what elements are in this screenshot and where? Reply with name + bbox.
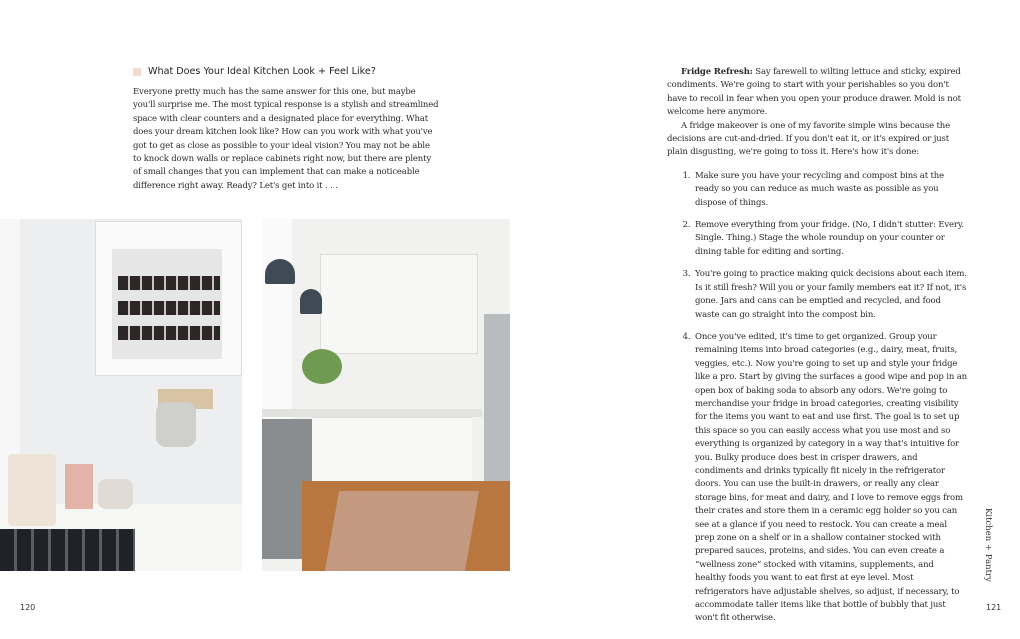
intro-paragraph: Everyone pretty much has the same answer for this one, but maybe you'll surprise me. The most typical response is a stylish and streamlined space with clear counters and a designated place for everything. What does your dream kitchen look like? How can you work with what you've got to get as close as possible to your ideal vision? You may not be able to knock down walls or replace cabinets right now, but there are plenty of small changes that you can implement that can make a noticeable difference right away. Ready? Let's get into it . . .: [133, 87, 439, 191]
fridge-refresh-section: [667, 66, 967, 635]
list-item: 2. Remove everything from your fridge. (No, I didn't stutter: Every. Single. Thing.) Stage the whole roundup on your counter or dining table for editing and sorting.: [693, 219, 967, 259]
lead-bold: Fridge Refresh:: [681, 67, 753, 77]
page-number-left: 120: [20, 603, 36, 612]
kitchen-photo: [262, 219, 510, 571]
page-number-right: 121: [986, 603, 1002, 612]
spice-shelf-photo: [0, 219, 242, 571]
lead-text: Say farewell to wilting lettuce and sticky, expired condiments. We're going to start with your perishables so you don't have to recoil in fear when you open your produce drawer. Mold is not welcome here anymore.: [667, 67, 961, 118]
list-item: 3. You're going to practice making quick decisions about each item. Is it still fresh? Will you or your family members eat it? If not, it's gone. Jars and cans can be emptied and recycled, and food waste can go straight into the compost bin.: [693, 268, 967, 322]
section-heading: [133, 66, 376, 77]
paragraph-2: A fridge makeover is one of my favorite simple wins because the decisions are cut-and-dried. If you don't eat it, or it's expired or just plain disgusting, we're going to toss it. Here's how it's done:: [667, 120, 951, 158]
chapter-side-label: Kitchen + Pantry: [983, 508, 993, 582]
heading-square-icon: [133, 68, 141, 76]
list-item: 1. Make sure you have your recycling and compost bins at the ready so you can reduce as much waste as possible as you dispose of things.: [693, 170, 967, 210]
list-item: 4. Once you've edited, it's time to get organized. Group your remaining items into broad categories (e.g., dairy, meat, fruits, veggies, etc.). Now you're going to set up and style your fridge like a pro. Start by giving the surfaces a good wipe and pop in an open box of baking soda to absorb any odors. We're going to merchandise your fridge in broad categories, creating visibility for the items you want to eat and use first. The goal is to set up this space so you can easily access what you use most and so everything is organized by category in a way that's intuitive for you. Bulky produce does best in crisper drawers, and condiments and drinks typically fit nicely in the refrigerator doors. You can use the built-in drawers, or really any clear storage bins, for meat and dairy, and I love to remove eggs from their crates and store them in a ceramic egg holder so you can see at a glance if you need to restock. You can create a meal prep zone on a shelf or in a shallow container stocked with prepared sauces, proteins, and sides. You can even create a “wellness zone” stocked with vitamins, supplements, and healthy foods you want to eat first at eye level. Most refrigerators have adjustable shelves, so adjust, if necessary, to accommodate taller items like that bottle of bubbly that just won't fit otherwise.: [693, 331, 967, 626]
lead-paragraph: [667, 66, 967, 120]
steps-list: [693, 170, 967, 626]
heading-text: What Does Your Ideal Kitchen Look + Feel Like?: [148, 66, 376, 77]
